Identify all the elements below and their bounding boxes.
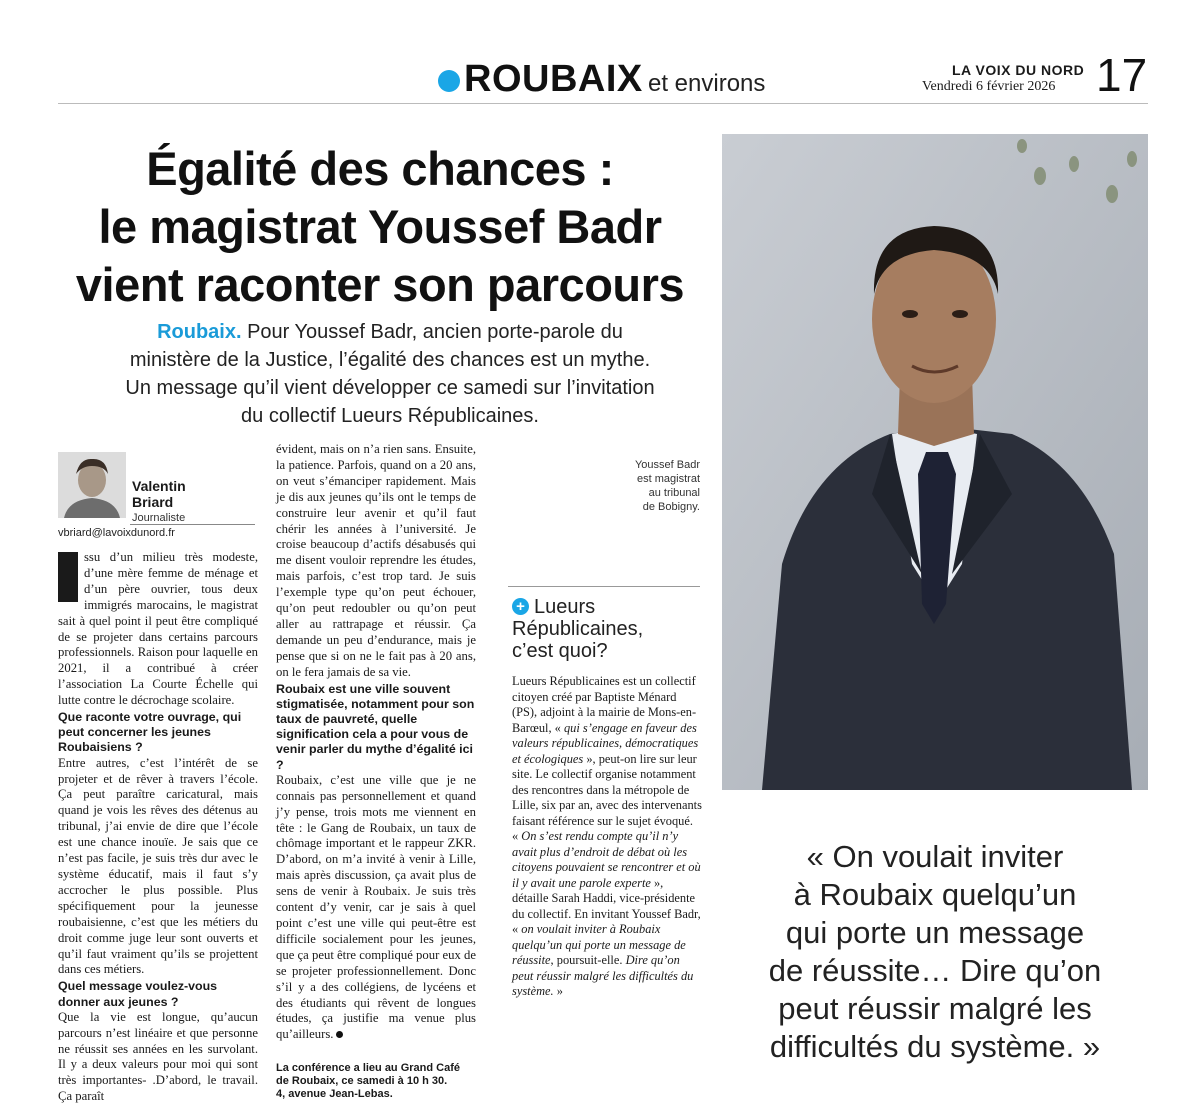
sidebox-title-line: Républicaines, (512, 618, 644, 640)
interview-answer: Que la vie est longue, qu’aucun parcours n’est linéaire et que personne ne réussit ses années en les survolant. Il y a deux valeurs pour moi qui sont très importantes- .D’abord, le travail. Ça paraît (58, 1009, 258, 1104)
event-info-line: de Roubaix, ce samedi à 10 h 30. (276, 1075, 448, 1087)
pull-quote-line: « On voulait inviter (806, 839, 1064, 874)
interview-answer: évident, mais on n’a rien sans. Ensuite, la patience. Parfois, quand on a 20 ans, on veut s’émanciper rapidement. Mais je dis aux jeunes qu’ils ont le temps de construire leur avenir et qu’il faut chérir les années à l’université. Je croise beaucoup d’actifs désabusés qui me disent vouloir reprendre les études, mais parfois, c’est trop tard. Je suis l’exemple type qu’on peut échouer, qu’on peut redoubler ou qu’on peut aller au rattrapage et réussir. Ça demande un peu d’endurance, mais je pense que si on ne le fait pas à 20 ans, on le fera jamais de sa vie. (276, 442, 476, 679)
interview-question: Que raconte votre ouvrage, qui peut concerner les jeunes Roubaisiens ? (58, 710, 242, 755)
interview-question: Roubaix est une ville souvent stigmatisée, notamment pour son taux de pauvreté, quelle signification cela a pour vous de venir parler du mythe d’égalité ici ? (276, 681, 475, 772)
article-lead (120, 318, 660, 430)
article-headline (40, 140, 720, 314)
interview-question: Quel message voulez-vous donner aux jeunes ? (58, 979, 218, 1009)
interview-answer (276, 773, 476, 1043)
event-info-line: 4, avenue Jean-Lebas. (276, 1088, 393, 1100)
sidebox-quote: on voulait inviter à Roubaix quelqu’un qui porte un message de réussite (512, 922, 686, 967)
pull-quote-line: qui porte un message (785, 915, 1085, 950)
end-mark-icon (336, 1031, 343, 1038)
headline-line: le magistrat Youssef Badr (98, 200, 662, 253)
author-first-name: Valentin (132, 478, 186, 494)
header-divider (58, 103, 1148, 104)
sidebox-quote: qui s’engage en faveur des valeurs républicaines, démocratiques et écologiques (512, 720, 699, 766)
sidebox-quote: On s’est rendu compte qu’il n’y avait plus d’endroit de débat où les citoyens pouvaient se rencontrer et où il y avait une parole experte (512, 829, 701, 890)
caption-line: de Bobigny. (642, 501, 700, 513)
sidebox-title (512, 596, 702, 662)
article-column-2 (276, 442, 476, 1043)
plus-icon: + (512, 598, 529, 615)
pull-quote-line: à Roubaix quelqu’un (793, 877, 1077, 912)
newspaper-name: LA VOIX DU NORD (952, 62, 1085, 78)
portrait-photo (722, 134, 1148, 790)
answer-text: Roubaix, c’est une ville que je ne connais pas personnellement et quand j’y pense, trois mots me viennent en tête : le Gang de Roubaix, un taux de chômage important et le rappeur ZKR. D’abord, on m’a invité à venir à Lille, mais après discussion, ça avait plus de sens de venir à Roubaix. Je suis très content d’y venir, car je sais à quel point c’est une ville qui peut-être est difficile socialement pour les jeunes, que ça peut être compliqué pour eux de se projeter professionnellement. Donc s’il y a des collégiens, de lycéens et des étudiants qui rêvent de longues études, ça justifie ma venue plus qu’ailleurs. (276, 772, 476, 1042)
article-intro: ssu d’un milieu très modeste, d’une mère femme de ménage et d’un père ouvrier, tous deux immigrés marocains, le magistrat sait à quel point il peut être compliqué de se projeter dans certains parcours professionnels. Raison pour laquelle en 2021, il a contribué à créer l’association La Courte Échelle qui lutte contre le décrochage scolaire. (58, 550, 258, 708)
caption-line: Youssef Badr (634, 459, 700, 471)
page-number: 17 (1096, 49, 1148, 101)
sidebox-title-line: c’est quoi? (512, 640, 608, 662)
photo-caption (600, 458, 700, 514)
caption-line: est magistrat (637, 473, 700, 485)
sidebox-segment: Lueurs Républicaines est un collectif citoyen créé par Baptiste Ménard (PS), adjoint à la mairie de Mons-en-Barœul, « (512, 674, 697, 735)
issue-date: Vendredi 6 février 2026 (922, 79, 1056, 94)
headline-line: Égalité des chances : (146, 142, 614, 195)
author-avatar (58, 452, 126, 518)
caption-line: au tribunal (648, 487, 700, 499)
article-column-1 (58, 550, 258, 1105)
event-info-line: La conférence a lieu au Grand Café (276, 1062, 461, 1074)
section-title: ROUBAIX (464, 58, 643, 100)
interview-answer: Entre autres, c’est l’intérêt de se projeter et de rêver à travers l’école. Ça peut paraître caricatural, mais quand je vois les rêves des détenus au tribunal, j’ai envie de dire que l’école est une chance inouïe. Je sais que ce n’est pas facile, je suis très dur avec le système éducatif, mais il faut s’y accrocher le plus possible. Plus spécifiquement pour la jeunesse roubaisienne, c’est que les métiers du droit comme juge leur sont ouverts et qu’il faut vraiment qu’ils se projettent dans ces métiers. (58, 755, 258, 977)
headline-line: vient raconter son parcours (75, 258, 685, 311)
lead-text: Pour Youssef Badr, ancien porte-parole du ministère de la Justice, l’égalité des chances est un mythe. Un message qu’il vient développer ce samedi sur l’invitation du collectif Lueurs Républicaines. (125, 321, 655, 427)
sidebox-text (512, 674, 702, 1000)
sidebox-segment: , poursuit-elle. (550, 953, 623, 967)
author-email[interactable]: vbriard@lavoixdunord.fr (58, 527, 175, 539)
section-subtitle: et environs (648, 70, 766, 97)
sidebox-quote: Dire qu’on peut réussir malgré les difficultés du système. (512, 953, 694, 998)
sidebox-segment: » (553, 984, 563, 998)
lead-city: Roubaix. (157, 321, 242, 343)
author-divider (130, 524, 255, 525)
pull-quote (740, 838, 1130, 1066)
event-info (276, 1062, 476, 1101)
sidebox-segment: », peut-on lire sur leur site. Le collectif organise notamment des rencontres dans la métropole de Lille, six par an, avec des intervenants faisant référence sur le sujet évoqué. « (512, 751, 702, 843)
sidebox-divider (508, 586, 700, 587)
author-role: Journaliste (132, 512, 186, 524)
author-last-name: Briard (132, 494, 174, 510)
sidebox-segment: », détaille Sarah Haddi, vice-présidente du collectif. En invitant Youssef Badr, « (512, 875, 701, 936)
dropcap (58, 552, 78, 602)
section-dot-icon (438, 70, 460, 92)
sidebox-title-line: Lueurs (534, 596, 596, 618)
pull-quote-line: peut réussir malgré les (778, 991, 1092, 1026)
pull-quote-line: difficultés du système. » (769, 1029, 1101, 1064)
pull-quote-line: de réussite… Dire qu’on (768, 953, 1102, 988)
